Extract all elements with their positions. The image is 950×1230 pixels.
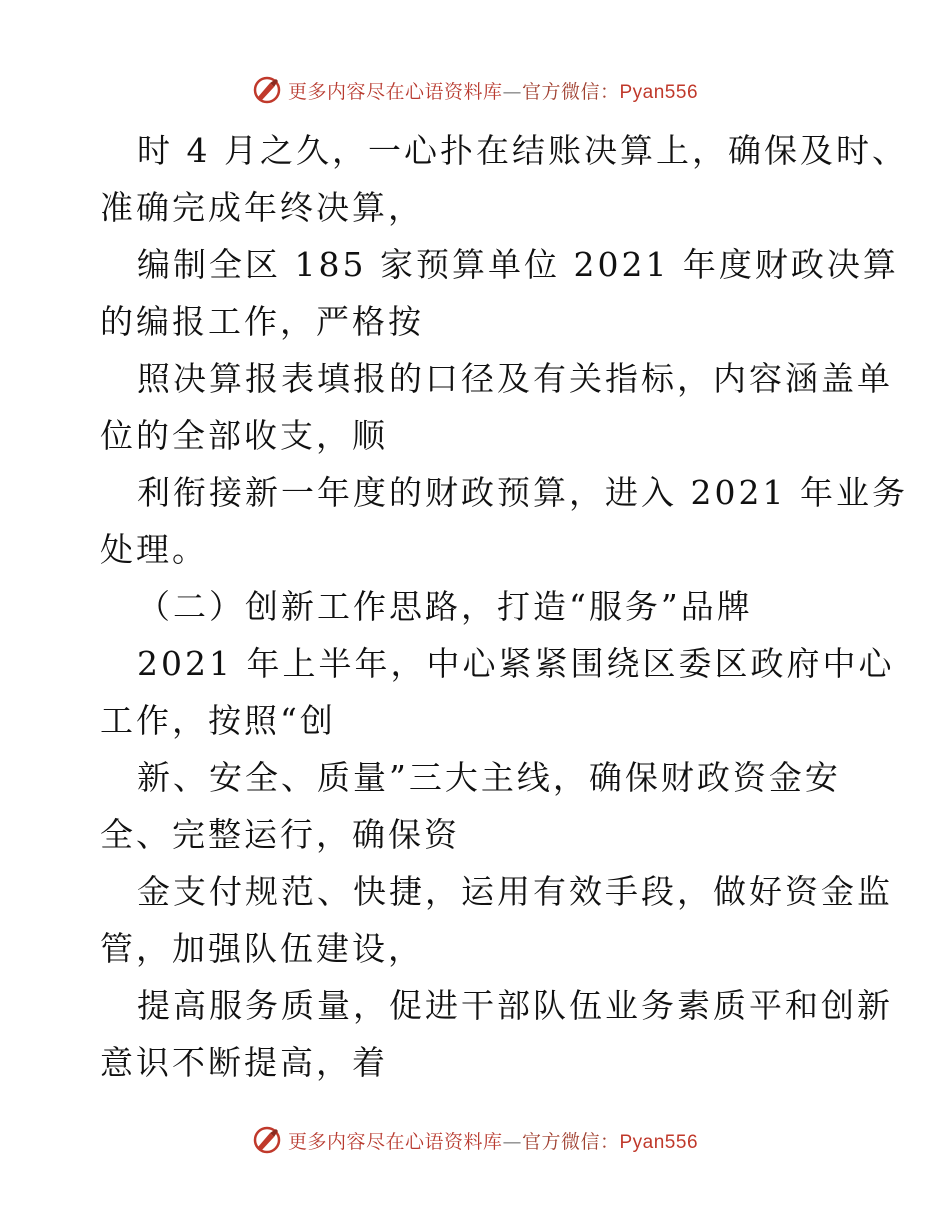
banner-official-label: 官方微信： — [521, 1130, 620, 1153]
paragraph-6 — [100, 635, 895, 749]
banner-inner — [252, 1125, 698, 1155]
banner-dash: — — [502, 1130, 522, 1153]
pen-logo-icon — [252, 75, 282, 105]
paragraph-line: 意识不断提高，着 — [100, 1043, 388, 1082]
banner-site-name: 更多内容尽在心语资料库 — [287, 1130, 503, 1153]
paragraph-line: 工作，按照“创 — [100, 701, 336, 740]
paragraph-line: 提高服务质量，促进干部队伍业务素质平和创新 — [137, 986, 893, 1025]
banner-wechat-id: Pyan556 — [619, 81, 699, 103]
banner-wechat-id: Pyan556 — [619, 1131, 699, 1153]
banner-inner — [252, 75, 698, 105]
section-heading — [100, 578, 860, 635]
paragraph-3 — [100, 350, 893, 464]
paragraph-2 — [100, 236, 899, 350]
paragraph-line: 照决算报表填报的口径及有关指标，内容涵盖单 — [137, 359, 893, 398]
paragraph-9 — [100, 977, 893, 1091]
paragraph-line: 金支付规范、快捷，运用有效手段，做好资金监 — [137, 872, 893, 911]
paragraph-line: 管，加强队伍建设， — [100, 929, 424, 968]
section-heading-text: （二）创新工作思路，打造“服务”品牌 — [137, 587, 753, 626]
paragraph-line: 位的全部收支，顺 — [100, 416, 388, 455]
paragraph-line: 的编报工作，严格按 — [100, 302, 424, 341]
banner-official-label: 官方微信： — [521, 80, 620, 103]
paragraph-line: 新、安全、质量”三大主线，确保财政资金安 — [137, 758, 841, 797]
pen-logo-icon — [252, 1125, 282, 1155]
paragraph-line: 2021 年上半年，中心紧紧围绕区委区政府中心 — [137, 644, 895, 683]
banner-text — [288, 77, 698, 104]
header-banner — [0, 72, 950, 108]
banner-site-name: 更多内容尽在心语资料库 — [287, 80, 503, 103]
banner-text — [288, 1127, 698, 1154]
paragraph-line: 利衔接新一年度的财政预算，进入 2021 年业务 — [137, 473, 908, 512]
paragraph-4 — [100, 464, 908, 578]
paragraph-7 — [100, 749, 860, 863]
paragraph-line: 编制全区 185 家预算单位 2021 年度财政决算 — [137, 245, 899, 284]
paragraph-line: 全、完整运行，确保资 — [100, 815, 460, 854]
footer-banner — [0, 1122, 950, 1158]
paragraph-line: 时 4 月之久，一心扑在结账决算上，确保及时、 — [137, 131, 908, 170]
paragraph-line: 准确完成年终决算， — [100, 188, 424, 227]
paragraph-line: 处理。 — [100, 530, 208, 569]
paragraph-1 — [100, 122, 908, 236]
banner-dash: — — [502, 80, 522, 103]
document-body — [100, 122, 908, 1091]
paragraph-8 — [100, 863, 893, 977]
